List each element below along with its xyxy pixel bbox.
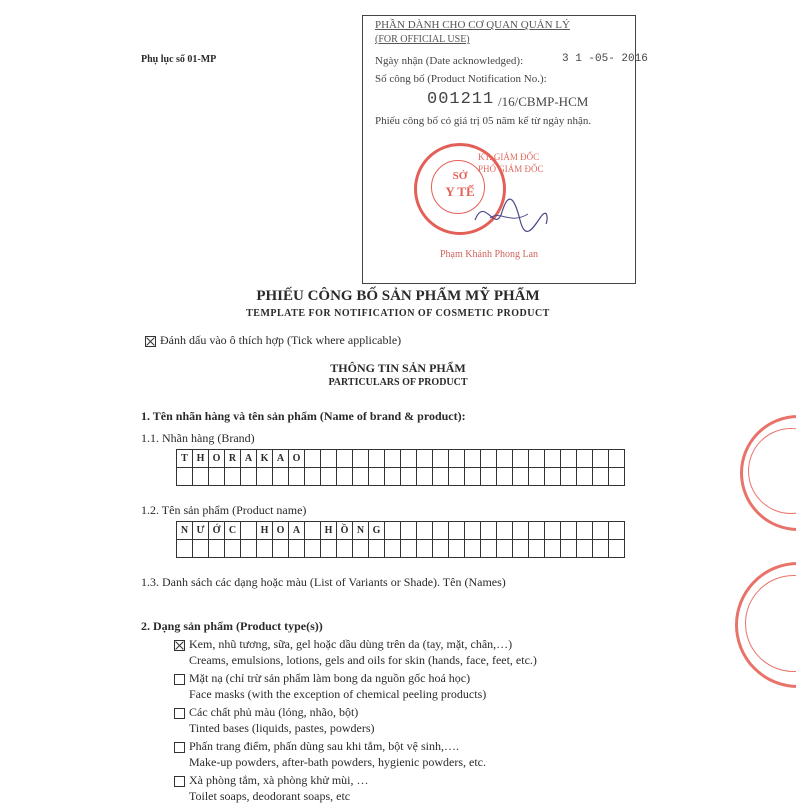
grid-cell (545, 450, 561, 468)
grid-cell (321, 450, 337, 468)
grid-cell (401, 540, 417, 558)
official-box-title: PHẦN DÀNH CHO CƠ QUAN QUẢN LÝ (375, 19, 570, 31)
grid-cell (417, 468, 433, 486)
grid-cell (529, 540, 545, 558)
grid-cell: H (193, 450, 209, 468)
grid-cell (449, 468, 465, 486)
grid-cell (433, 468, 449, 486)
grid-cell (401, 468, 417, 486)
grid-cell (449, 540, 465, 558)
grid-cell: T (177, 450, 193, 468)
grid-cell (193, 540, 209, 558)
grid-cell (369, 468, 385, 486)
grid-cell (209, 540, 225, 558)
grid-cell (417, 540, 433, 558)
notification-number: 001211 (427, 90, 495, 109)
grid-cell: O (209, 450, 225, 468)
grid-cell (273, 468, 289, 486)
director-signature (470, 190, 550, 240)
grid-cell (337, 468, 353, 486)
grid-cell (241, 468, 257, 486)
grid-cell (241, 522, 257, 540)
brand-name-grid (176, 449, 625, 486)
grid-cell (529, 468, 545, 486)
sample-checkbox (145, 336, 156, 347)
product-type-checkbox[interactable] (174, 776, 185, 787)
section-1-heading: 1. Tên nhãn hàng và tên sản phẩm (Name of brand & product): (141, 409, 466, 423)
grid-cell (465, 468, 481, 486)
grid-cell (577, 450, 593, 468)
grid-cell (289, 468, 305, 486)
grid-cell (241, 540, 257, 558)
grid-cell (529, 450, 545, 468)
grid-cell (289, 540, 305, 558)
notification-number-suffix: /16/CBMP-HCM (498, 94, 589, 109)
product-type-label-en: Toilet soaps, deodorant soaps, etc (189, 789, 351, 803)
grid-cell (481, 522, 497, 540)
grid-cell (577, 468, 593, 486)
grid-cell (465, 522, 481, 540)
date-acknowledged-value: 3 1 -05- 2016 (562, 53, 648, 65)
product-type-checkbox[interactable] (174, 640, 185, 651)
grid-cell: A (273, 450, 289, 468)
grid-cell (433, 450, 449, 468)
product-type-label-en: Tinted bases (liquids, pastes, powders) (189, 721, 375, 735)
grid-cell (577, 522, 593, 540)
grid-cell (321, 540, 337, 558)
product-name-label: 1.2. Tên sản phẩm (Product name) (141, 503, 307, 517)
grid-cell (321, 468, 337, 486)
grid-cell (561, 468, 577, 486)
grid-cell (593, 522, 609, 540)
grid-cell (369, 540, 385, 558)
tick-instruction: Đánh dấu vào ô thích hợp (Tick where applicable) (145, 333, 401, 348)
product-type-item (174, 671, 470, 686)
grid-cell (497, 540, 513, 558)
grid-cell (401, 522, 417, 540)
product-type-label-en: Creams, emulsions, lotions, gels and oils for skin (hands, face, feet, etc.) (189, 653, 537, 667)
grid-cell (545, 522, 561, 540)
grid-cell: Ư (193, 522, 209, 540)
grid-cell (593, 540, 609, 558)
grid-cell (353, 468, 369, 486)
grid-cell (257, 540, 273, 558)
grid-cell (609, 450, 625, 468)
grid-cell (177, 540, 193, 558)
grid-cell (593, 468, 609, 486)
appendix-label: Phụ lục số 01-MP (141, 54, 217, 65)
grid-cell (225, 540, 241, 558)
variants-label: 1.3. Danh sách các dạng hoặc màu (List of Variants or Shade). Tên (Names) (141, 575, 506, 589)
grid-cell (305, 468, 321, 486)
grid-cell (561, 540, 577, 558)
grid-cell (369, 450, 385, 468)
grid-cell (609, 522, 625, 540)
grid-cell (577, 540, 593, 558)
grid-cell: N (177, 522, 193, 540)
grid-cell (385, 540, 401, 558)
grid-cell (465, 540, 481, 558)
product-type-label-en: Face masks (with the exception of chemical peeling products) (189, 687, 487, 701)
director-title-1: KT. GIÁM ĐỐC (478, 152, 540, 162)
grid-cell (465, 450, 481, 468)
grid-cell (593, 450, 609, 468)
grid-cell (433, 540, 449, 558)
grid-cell: Ồ (337, 522, 353, 540)
grid-cell: K (257, 450, 273, 468)
grid-cell (337, 540, 353, 558)
grid-cell (609, 540, 625, 558)
grid-cell (273, 540, 289, 558)
product-name-grid (176, 521, 625, 558)
product-type-checkbox[interactable] (174, 708, 185, 719)
signer-name: Phạm Khánh Phong Lan (440, 249, 539, 260)
grid-cell (609, 468, 625, 486)
grid-cell: N (353, 522, 369, 540)
date-acknowledged-label: Ngày nhận (Date acknowledged): (375, 55, 524, 67)
grid-cell (433, 522, 449, 540)
grid-cell (449, 522, 465, 540)
grid-cell (193, 468, 209, 486)
product-type-item (174, 739, 459, 754)
grid-cell (513, 468, 529, 486)
grid-cell (385, 522, 401, 540)
official-box-subtitle: (FOR OFFICIAL USE) (375, 34, 470, 45)
grid-cell: A (241, 450, 257, 468)
grid-cell (513, 540, 529, 558)
grid-cell (305, 540, 321, 558)
grid-cell (353, 450, 369, 468)
product-type-label: Các chất phủ màu (lỏng, nhão, bột) (189, 705, 359, 719)
grid-cell (225, 468, 241, 486)
grid-cell (385, 450, 401, 468)
seal-text-main: Y TẾ (445, 184, 475, 199)
validity-note: Phiếu công bố có giá trị 05 năm kể từ ngày nhận. (375, 115, 592, 127)
product-type-label: Phấn trang điểm, phấn dùng sau khi tắm, bột vệ sinh,…. (189, 739, 459, 753)
product-type-label-en: Make-up powders, after-bath powders, hygienic powders, etc. (189, 755, 486, 769)
section-2-heading: 2. Dạng sản phẩm (Product type(s)) (141, 619, 323, 633)
grid-cell (209, 468, 225, 486)
grid-cell (385, 468, 401, 486)
grid-cell (529, 522, 545, 540)
grid-cell: A (289, 522, 305, 540)
grid-cell: R (225, 450, 241, 468)
grid-cell (417, 522, 433, 540)
form-title: PHIẾU CÔNG BỐ SẢN PHẨM MỸ PHẨM (256, 288, 540, 304)
section-title-en: PARTICULARS OF PRODUCT (328, 377, 468, 388)
grid-cell (257, 468, 273, 486)
grid-cell (481, 468, 497, 486)
product-type-item (174, 637, 512, 652)
grid-cell (481, 450, 497, 468)
grid-cell (545, 540, 561, 558)
grid-cell (481, 540, 497, 558)
grid-cell: C (225, 522, 241, 540)
grid-cell (513, 522, 529, 540)
grid-cell: H (321, 522, 337, 540)
product-type-label: Mặt nạ (chỉ trừ sản phẩm làm bong da nguồn gốc hoá học) (189, 671, 471, 685)
product-type-checkbox[interactable] (174, 742, 185, 753)
grid-cell (417, 450, 433, 468)
grid-cell (497, 450, 513, 468)
grid-cell (497, 522, 513, 540)
product-type-checkbox[interactable] (174, 674, 185, 685)
product-type-item (174, 773, 368, 788)
product-type-label: Kem, nhũ tương, sữa, gel hoặc dầu dùng trên da (tay, mặt, chân,…) (189, 637, 513, 651)
form-title-en: TEMPLATE FOR NOTIFICATION OF COSMETIC PRODUCT (246, 308, 550, 319)
grid-cell (305, 450, 321, 468)
director-title-2: PHÓ GIÁM ĐỐC (478, 164, 544, 174)
grid-cell: O (289, 450, 305, 468)
grid-cell (401, 450, 417, 468)
grid-cell (561, 450, 577, 468)
grid-cell (497, 468, 513, 486)
grid-cell: G (369, 522, 385, 540)
grid-cell: Ớ (209, 522, 225, 540)
grid-cell (561, 522, 577, 540)
brand-label: 1.1. Nhãn hàng (Brand) (141, 431, 255, 445)
grid-cell (177, 468, 193, 486)
grid-cell (305, 522, 321, 540)
grid-cell (545, 468, 561, 486)
grid-cell (353, 540, 369, 558)
grid-cell (337, 450, 353, 468)
seal-text-top: SỞ (452, 170, 468, 182)
grid-cell: H (257, 522, 273, 540)
grid-cell: O (273, 522, 289, 540)
section-title: THÔNG TIN SẢN PHẨM (330, 361, 466, 375)
notification-number-label: Số công bố (Product Notification No.): (375, 73, 547, 85)
product-type-label: Xà phòng tắm, xà phòng khử mùi, … (189, 773, 369, 787)
product-type-item (174, 705, 358, 720)
grid-cell (513, 450, 529, 468)
grid-cell (449, 450, 465, 468)
